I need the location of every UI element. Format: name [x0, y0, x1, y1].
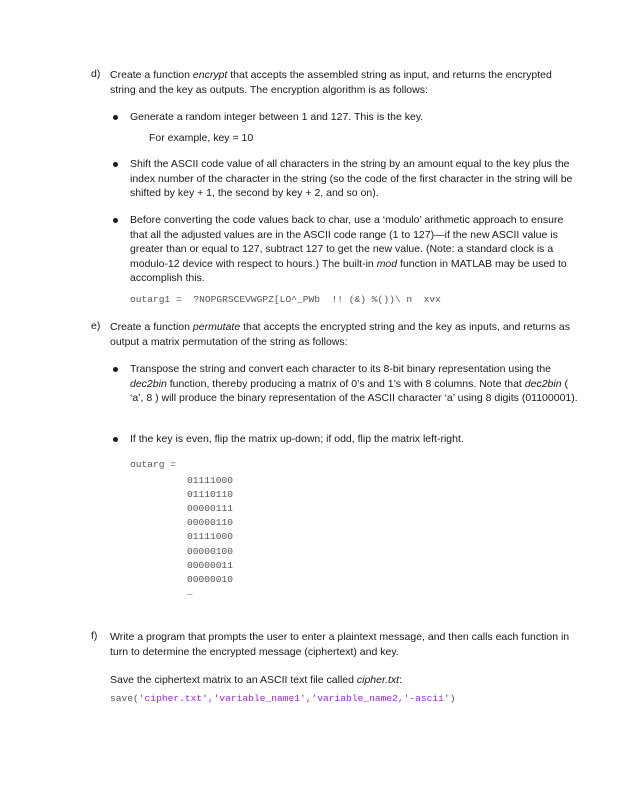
- section-e-bullet-1-b: function, thereby producing a matrix of 0’s and 1’s with 8 columns. Note that: [166, 377, 525, 390]
- function-name-dec2bin: dec2bin: [130, 377, 167, 390]
- function-name-dec2bin-2: dec2bin: [524, 377, 562, 390]
- binary-row: 00000100: [187, 546, 234, 557]
- section-d-bullet-3-post: function in MATLAB may be used to accomplish this.: [130, 257, 567, 285]
- section-d-bullet-2: Shift the ASCII code value of all characters in the string by an amount equal to the key plus the index number of the character in the string (so the code of the first character in the string will be shifted by key + 1, the second by key + 2, and so on).: [130, 158, 573, 200]
- binary-row: 01111000: [187, 531, 234, 542]
- binary-row: 01111000: [187, 475, 234, 486]
- section-f-save-instruction: [110, 673, 580, 688]
- save-command-args: 'cipher.txt','variable_name1',’variable_name2,'-ascii': [138, 693, 450, 704]
- outarg1-output: outarg1 = ?NOPGRSCEVWGPZ[LO^_PWb !! (&) %())\ n xvx: [130, 294, 441, 305]
- section-d-bullet-3-pre: Before converting the code values back to char, use a ‘modulo’ arithmetic approach to ensure that all the adjusted values are in the ASCII code range (1 to 127)—if the new ASCII value is greater than or equal to 127, subtract 127 to get the new value. (Note: a standard clock is a modulo-12 device with respect to hours.) The built-in: [130, 214, 564, 270]
- file-name-cipher: cipher.txt: [356, 674, 400, 686]
- section-f-intro: Write a program that prompts the user to enter a plaintext message, and then calls each function in turn to determine the encrypted message (ciphertext) and key.: [110, 631, 570, 658]
- bullet-icon: [113, 162, 118, 167]
- section-d-example: For example, key = 10: [149, 132, 254, 144]
- binary-row: 00000111: [187, 503, 234, 514]
- outarg-label: outarg =: [130, 459, 177, 470]
- binary-row: 00000011: [187, 560, 234, 571]
- section-d-intro-post: that accepts the assembled string as input, and returns the encrypted string and the key as outputs. The encryption algorithm is as follows:: [110, 69, 552, 96]
- section-e-bullet-1-c: ( ‘a’, 8 ) will produce the binary representation of the ASCII character ‘a’ using 8 digits (01100001).: [130, 377, 578, 405]
- section-e-intro-pre: Create a function: [110, 321, 193, 333]
- binary-row: 00000010: [187, 574, 234, 585]
- save-command: [110, 693, 455, 704]
- section-e-bullet-1-a: Transpose the string and convert each character to its 8-bit binary representation using the: [130, 363, 552, 375]
- save-instruction-post: :: [399, 674, 403, 686]
- section-d-intro: [110, 68, 580, 97]
- bullet-icon: [113, 218, 118, 223]
- section-e-intro: [110, 320, 580, 349]
- section-f-label: f): [91, 630, 98, 642]
- section-e-intro-post: that accepts the encrypted string and the key as inputs, and returns as output a matrix permutation of the string as follows:: [110, 321, 570, 348]
- function-name-mod: mod: [376, 257, 398, 270]
- section-e-bullet-2: If the key is even, flip the matrix up-down; if odd, flip the matrix left-right.: [130, 433, 464, 445]
- binary-ellipsis: …: [187, 587, 193, 598]
- save-instruction-pre: Save the ciphertext matrix to an ASCII text file called: [110, 674, 357, 686]
- section-d-bullet-3: [130, 213, 580, 286]
- section-d-label: d): [91, 68, 101, 80]
- binary-row: 00000110: [187, 517, 234, 528]
- function-name-permutate: permutate: [192, 321, 241, 333]
- bullet-icon: [113, 115, 118, 120]
- section-e-label: e): [91, 320, 101, 332]
- section-e-bullet-1: [130, 362, 580, 406]
- bullet-icon: [113, 437, 118, 442]
- save-command-close: ): [449, 693, 456, 704]
- save-command-fn: save(: [110, 693, 139, 704]
- binary-row: 01110110: [187, 489, 234, 500]
- section-d-intro-pre: Create a function: [110, 69, 193, 81]
- section-d-bullet-1: Generate a random integer between 1 and 127. This is the key.: [130, 111, 424, 123]
- bullet-icon: [113, 367, 118, 372]
- function-name-encrypt: encrypt: [192, 69, 228, 81]
